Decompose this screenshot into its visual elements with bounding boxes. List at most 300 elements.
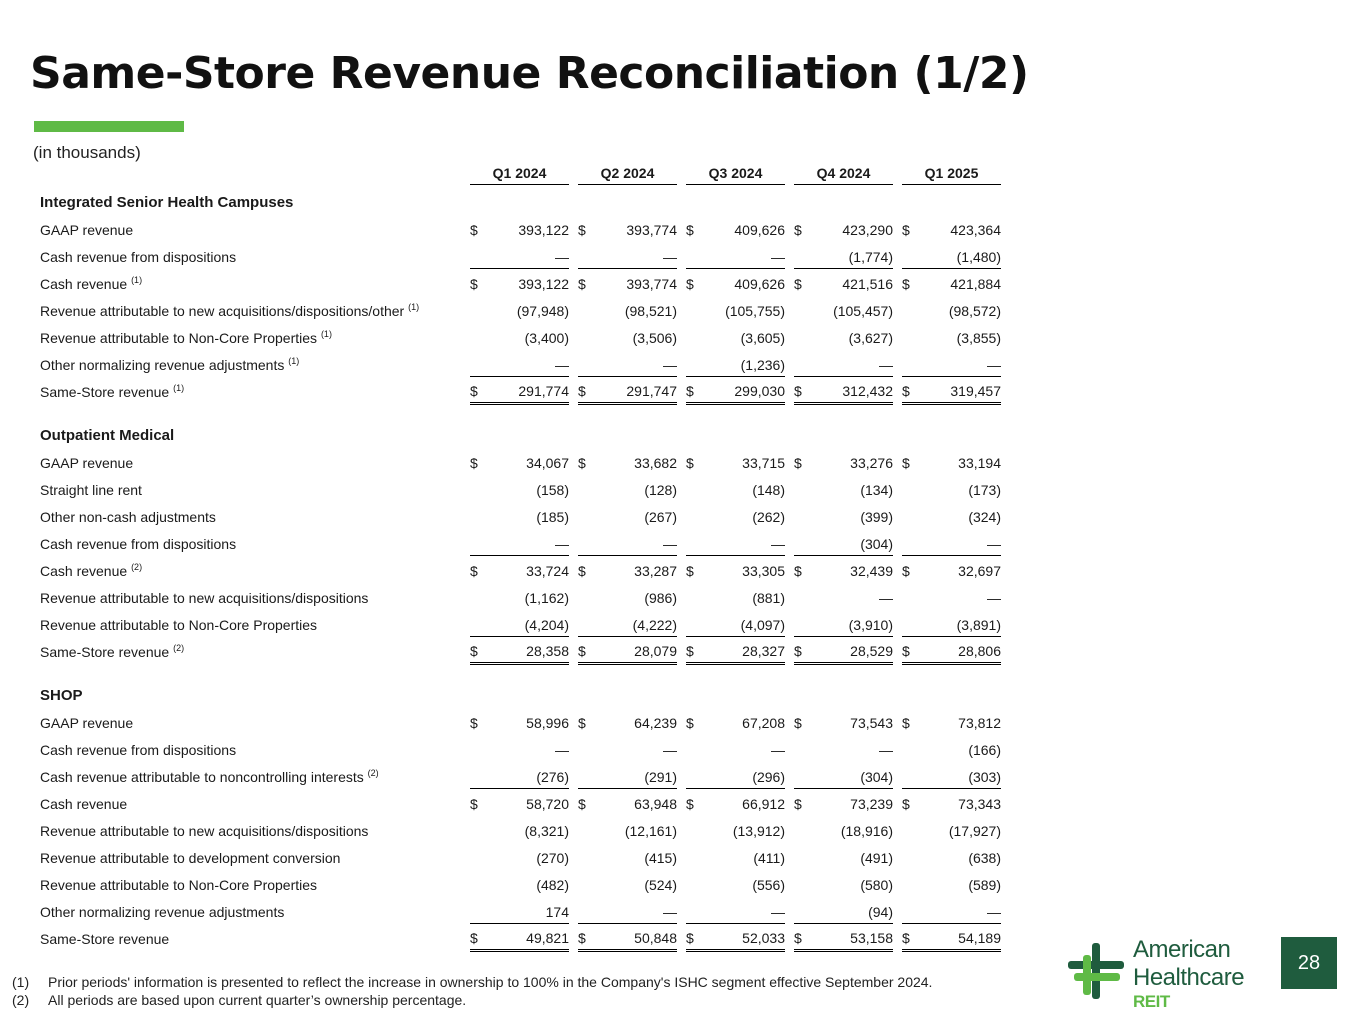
- table-row: [34, 474, 1001, 501]
- value-cell: (881): [752, 590, 785, 606]
- column-gap: [893, 501, 902, 528]
- dollar-sign: [470, 241, 485, 268]
- dollar-sign: [578, 582, 593, 609]
- dollar-sign: $: [578, 636, 593, 663]
- value-cell: —: [485, 528, 569, 555]
- value-cell: (304): [809, 761, 893, 788]
- brand-wordmark: [1133, 936, 1244, 1012]
- value-cell: 54,189: [917, 923, 1001, 950]
- units-note: (in thousands): [33, 143, 141, 162]
- dollar-sign: [686, 869, 701, 896]
- dollar-sign: $: [794, 636, 809, 663]
- row-label: [34, 869, 461, 896]
- value-cell: (580): [860, 877, 893, 893]
- header-row: [34, 158, 1001, 184]
- section-spacer: [34, 663, 1001, 677]
- value-cell: (128): [644, 482, 677, 498]
- row-label-text: Other normalizing revenue adjustments: [40, 904, 285, 920]
- row-label-text: Revenue attributable to Non-Core Properties: [40, 330, 318, 346]
- dollar-sign: $: [686, 222, 694, 238]
- dollar-sign: [470, 896, 485, 923]
- row-label: [34, 474, 461, 501]
- row-label-text: GAAP revenue: [40, 715, 134, 731]
- row-label-text: Revenue attributable to Non-Core Properties: [40, 617, 318, 633]
- dollar-sign: [686, 474, 701, 501]
- column-gap: [569, 815, 578, 842]
- value-cell: (3,605): [740, 330, 785, 346]
- dollar-sign: $: [902, 923, 917, 950]
- column-gap: [785, 609, 794, 636]
- value-cell: —: [593, 349, 677, 376]
- value-cell: 409,626: [734, 222, 785, 238]
- value-cell: (3,891): [917, 609, 1001, 636]
- value-cell: (491): [860, 850, 893, 866]
- section-spacer: [34, 403, 1001, 417]
- column-gap: [893, 707, 902, 734]
- value-cell: (3,910): [809, 609, 893, 636]
- value-cell: —: [485, 349, 569, 376]
- dollar-sign: $: [470, 923, 485, 950]
- column-gap: [677, 376, 686, 403]
- value-cell: 34,067: [526, 455, 569, 471]
- value-cell: —: [701, 896, 785, 923]
- value-cell: (276): [485, 761, 569, 788]
- column-gap: [785, 158, 794, 184]
- column-gap: [569, 322, 578, 349]
- column-gap: [785, 788, 794, 815]
- column-gap: [569, 609, 578, 636]
- dollar-sign: [578, 896, 593, 923]
- value-cell: (134): [860, 482, 893, 498]
- value-cell: (638): [968, 850, 1001, 866]
- dollar-sign: $: [686, 715, 694, 731]
- section-header-row: [34, 417, 1001, 447]
- column-gap: [677, 158, 686, 184]
- column-gap: [893, 528, 902, 555]
- row-label-text: Cash revenue from dispositions: [40, 536, 237, 552]
- value-cell: (1,774): [809, 241, 893, 268]
- value-cell: (589): [968, 877, 1001, 893]
- column-gap: [461, 322, 470, 349]
- value-cell: 28,529: [809, 636, 893, 663]
- value-cell: (303): [917, 761, 1001, 788]
- value-cell: 409,626: [734, 276, 785, 292]
- table-row: [34, 923, 1001, 950]
- table-row: [34, 788, 1001, 815]
- value-cell: 33,276: [850, 455, 893, 471]
- value-cell: (98,521): [624, 303, 677, 319]
- column-gap: [569, 376, 578, 403]
- column-gap: [677, 214, 686, 241]
- table-row: [34, 268, 1001, 295]
- value-cell: (270): [536, 850, 569, 866]
- dollar-sign: [902, 582, 917, 609]
- dollar-sign: $: [470, 222, 478, 238]
- column-gap: [569, 158, 578, 184]
- row-label-text: Same-Store revenue: [40, 931, 170, 947]
- column-header: Q3 2024: [686, 158, 785, 184]
- dollar-sign: [470, 528, 485, 555]
- dollar-sign: [470, 582, 485, 609]
- column-gap: [893, 214, 902, 241]
- dollar-sign: [470, 295, 485, 322]
- column-gap: [461, 923, 470, 950]
- dollar-sign: [578, 609, 593, 636]
- dollar-sign: [794, 842, 809, 869]
- value-cell: 33,715: [742, 455, 785, 471]
- value-cell: (324): [968, 509, 1001, 525]
- dollar-sign: [902, 322, 917, 349]
- header-spacer: [34, 158, 461, 184]
- column-gap: [461, 609, 470, 636]
- value-cell: 423,290: [842, 222, 893, 238]
- column-gap: [461, 241, 470, 268]
- row-label: [34, 214, 461, 241]
- dollar-sign: [470, 322, 485, 349]
- column-gap: [569, 896, 578, 923]
- column-gap: [461, 582, 470, 609]
- value-cell: —: [485, 241, 569, 268]
- column-gap: [461, 761, 470, 788]
- column-gap: [569, 447, 578, 474]
- value-cell: 28,806: [917, 636, 1001, 663]
- value-cell: (1,236): [701, 349, 785, 376]
- value-cell: (4,222): [593, 609, 677, 636]
- value-cell: 33,682: [634, 455, 677, 471]
- column-gap: [569, 582, 578, 609]
- dollar-sign: [686, 815, 701, 842]
- value-cell: —: [879, 742, 893, 758]
- section-title: Outpatient Medical: [40, 427, 175, 444]
- dollar-sign: $: [470, 455, 478, 471]
- column-gap: [893, 815, 902, 842]
- dollar-sign: $: [902, 276, 910, 292]
- column-gap: [677, 501, 686, 528]
- dollar-sign: $: [578, 563, 586, 579]
- column-gap: [677, 474, 686, 501]
- value-cell: (12,161): [624, 823, 677, 839]
- table-row: [34, 707, 1001, 734]
- value-cell: 28,327: [701, 636, 785, 663]
- value-cell: (13,912): [732, 823, 785, 839]
- dollar-sign: $: [686, 796, 694, 812]
- table-row: [34, 555, 1001, 582]
- dollar-sign: $: [578, 455, 586, 471]
- dollar-sign: $: [578, 715, 586, 731]
- row-label: [34, 268, 461, 295]
- dollar-sign: [470, 815, 485, 842]
- section-header-row: [34, 677, 1001, 707]
- dollar-sign: $: [794, 563, 802, 579]
- row-label: [34, 815, 461, 842]
- value-cell: (148): [752, 482, 785, 498]
- column-gap: [569, 842, 578, 869]
- value-cell: —: [917, 528, 1001, 555]
- row-label: [34, 609, 461, 636]
- column-gap: [461, 707, 470, 734]
- section-title: Integrated Senior Health Campuses: [40, 194, 294, 211]
- dollar-sign: [794, 869, 809, 896]
- dollar-sign: $: [578, 276, 586, 292]
- value-cell: —: [701, 528, 785, 555]
- column-gap: [785, 815, 794, 842]
- column-gap: [569, 474, 578, 501]
- column-gap: [893, 636, 902, 663]
- column-gap: [461, 295, 470, 322]
- value-cell: 291,774: [485, 376, 569, 403]
- column-gap: [677, 896, 686, 923]
- column-gap: [785, 349, 794, 376]
- dollar-sign: [902, 815, 917, 842]
- table-row: [34, 349, 1001, 376]
- value-cell: 63,948: [634, 796, 677, 812]
- value-cell: 66,912: [742, 796, 785, 812]
- column-gap: [893, 555, 902, 582]
- column-gap: [785, 214, 794, 241]
- dollar-sign: [902, 501, 917, 528]
- column-gap: [677, 528, 686, 555]
- dollar-sign: [686, 842, 701, 869]
- dollar-sign: [470, 501, 485, 528]
- value-cell: —: [593, 241, 677, 268]
- value-cell: (3,855): [956, 330, 1001, 346]
- dollar-sign: [578, 322, 593, 349]
- dollar-sign: [686, 501, 701, 528]
- dollar-sign: [470, 734, 485, 761]
- footnote-ref: (2): [131, 562, 143, 572]
- column-gap: [461, 555, 470, 582]
- column-gap: [461, 896, 470, 923]
- column-gap: [677, 322, 686, 349]
- value-cell: 32,439: [850, 563, 893, 579]
- dollar-sign: [902, 896, 917, 923]
- column-gap: [677, 295, 686, 322]
- dollar-sign: [470, 349, 485, 376]
- column-header: Q1 2024: [470, 158, 569, 184]
- column-gap: [785, 295, 794, 322]
- column-gap: [569, 788, 578, 815]
- value-cell: 291,747: [593, 376, 677, 403]
- column-gap: [677, 842, 686, 869]
- column-gap: [677, 788, 686, 815]
- value-cell: (524): [644, 877, 677, 893]
- value-cell: —: [593, 896, 677, 923]
- value-cell: (97,948): [516, 303, 569, 319]
- dollar-sign: [578, 501, 593, 528]
- dollar-sign: $: [686, 923, 701, 950]
- value-cell: (1,480): [917, 241, 1001, 268]
- column-gap: [785, 842, 794, 869]
- value-cell: 28,358: [485, 636, 569, 663]
- dollar-sign: [686, 609, 701, 636]
- column-gap: [569, 214, 578, 241]
- dollar-sign: [578, 528, 593, 555]
- dollar-sign: [470, 474, 485, 501]
- row-label-text: Other normalizing revenue adjustments: [40, 357, 285, 373]
- column-gap: [677, 636, 686, 663]
- row-label-text: Same-Store revenue: [40, 384, 170, 400]
- value-cell: (267): [644, 509, 677, 525]
- value-cell: 393,122: [518, 276, 569, 292]
- dollar-sign: $: [578, 923, 593, 950]
- value-cell: (304): [809, 528, 893, 555]
- footnote-text: Prior periods' information is presented to reflect the increase in ownership to 100% in the Company's ISHC segment effective September 2024.: [48, 974, 933, 990]
- value-cell: 393,774: [626, 222, 677, 238]
- column-gap: [461, 528, 470, 555]
- row-label: [34, 555, 461, 582]
- dollar-sign: [470, 869, 485, 896]
- row-label-text: Straight line rent: [40, 482, 142, 498]
- value-cell: —: [663, 742, 677, 758]
- value-cell: (18,916): [840, 823, 893, 839]
- row-label-text: Revenue attributable to new acquisitions/dispositions/other: [40, 303, 405, 319]
- table-row: [34, 869, 1001, 896]
- dollar-sign: [902, 241, 917, 268]
- column-gap: [569, 241, 578, 268]
- column-gap: [461, 447, 470, 474]
- row-label: [34, 761, 461, 788]
- dollar-sign: [794, 241, 809, 268]
- value-cell: —: [809, 349, 893, 376]
- dollar-sign: $: [686, 276, 694, 292]
- dollar-sign: [686, 241, 701, 268]
- table-row: [34, 896, 1001, 923]
- dollar-sign: [686, 295, 701, 322]
- column-gap: [893, 609, 902, 636]
- dollar-sign: $: [794, 222, 802, 238]
- reconciliation-table: [34, 158, 1001, 952]
- row-label-text: Cash revenue from dispositions: [40, 249, 237, 265]
- column-gap: [785, 734, 794, 761]
- dollar-sign: $: [902, 563, 910, 579]
- dollar-sign: $: [470, 636, 485, 663]
- value-cell: (556): [752, 877, 785, 893]
- column-gap: [569, 349, 578, 376]
- column-gap: [893, 241, 902, 268]
- value-cell: —: [987, 590, 1001, 606]
- value-cell: 73,543: [850, 715, 893, 731]
- row-label-text: Same-Store revenue: [40, 644, 170, 660]
- dollar-sign: [902, 761, 917, 788]
- column-gap: [677, 447, 686, 474]
- column-gap: [785, 761, 794, 788]
- column-gap: [461, 788, 470, 815]
- table-row: [34, 842, 1001, 869]
- dollar-sign: $: [470, 376, 485, 403]
- dollar-sign: $: [578, 222, 586, 238]
- row-label-text: GAAP revenue: [40, 455, 134, 471]
- footnote-1: [12, 973, 932, 991]
- column-gap: [569, 923, 578, 950]
- row-label: [34, 447, 461, 474]
- row-label: [34, 636, 461, 663]
- brand-line-1: American: [1133, 936, 1231, 963]
- footnote-ref: (1): [288, 356, 300, 366]
- column-header: Q1 2025: [902, 158, 1001, 184]
- dollar-sign: [686, 528, 701, 555]
- row-label-text: Cash revenue attributable to noncontrolling interests: [40, 769, 364, 785]
- value-cell: (262): [752, 509, 785, 525]
- dollar-sign: [794, 295, 809, 322]
- value-cell: 52,033: [701, 923, 785, 950]
- value-cell: 174: [485, 896, 569, 923]
- dollar-sign: $: [686, 563, 694, 579]
- column-gap: [893, 268, 902, 295]
- column-gap: [461, 815, 470, 842]
- value-cell: (185): [536, 509, 569, 525]
- column-gap: [461, 214, 470, 241]
- column-gap: [461, 376, 470, 403]
- dollar-sign: $: [902, 715, 910, 731]
- dollar-sign: [686, 322, 701, 349]
- dollar-sign: [686, 896, 701, 923]
- value-cell: (482): [536, 877, 569, 893]
- column-gap: [785, 376, 794, 403]
- dollar-sign: [794, 501, 809, 528]
- value-cell: —: [701, 241, 785, 268]
- value-cell: (173): [968, 482, 1001, 498]
- value-cell: (105,755): [725, 303, 785, 319]
- dollar-sign: [470, 761, 485, 788]
- column-gap: [677, 349, 686, 376]
- value-cell: 33,194: [958, 455, 1001, 471]
- column-gap: [785, 268, 794, 295]
- value-cell: —: [593, 528, 677, 555]
- value-cell: (1,162): [524, 590, 569, 606]
- row-label-text: Revenue attributable to new acquisitions/dispositions: [40, 823, 369, 839]
- dollar-sign: $: [578, 796, 586, 812]
- footnote-ref: (2): [367, 768, 379, 778]
- column-gap: [677, 555, 686, 582]
- brand-line-3: REIT: [1133, 992, 1170, 1011]
- dollar-sign: $: [794, 796, 802, 812]
- dollar-sign: [578, 815, 593, 842]
- row-label-text: Cash revenue: [40, 276, 128, 292]
- dollar-sign: $: [470, 715, 478, 731]
- column-header: Q2 2024: [578, 158, 677, 184]
- column-gap: [785, 241, 794, 268]
- dollar-sign: [794, 474, 809, 501]
- value-cell: (399): [860, 509, 893, 525]
- value-cell: 67,208: [742, 715, 785, 731]
- column-gap: [461, 158, 470, 184]
- dollar-sign: [794, 609, 809, 636]
- spacer-cell: [34, 663, 1001, 677]
- column-gap: [893, 869, 902, 896]
- dollar-sign: $: [686, 636, 701, 663]
- column-gap: [785, 923, 794, 950]
- table-row: [34, 528, 1001, 555]
- dollar-sign: $: [794, 276, 802, 292]
- row-label: [34, 528, 461, 555]
- dollar-sign: [794, 815, 809, 842]
- dollar-sign: [902, 609, 917, 636]
- row-label-text: GAAP revenue: [40, 222, 134, 238]
- footnote-ref: (1): [320, 329, 332, 339]
- value-cell: (94): [809, 896, 893, 923]
- dollar-sign: $: [794, 376, 809, 403]
- dollar-sign: [794, 349, 809, 376]
- column-gap: [785, 322, 794, 349]
- section-header-row: [34, 184, 1001, 214]
- value-cell: 32,697: [958, 563, 1001, 579]
- column-header: Q4 2024: [794, 158, 893, 184]
- column-gap: [893, 447, 902, 474]
- dollar-sign: $: [794, 455, 802, 471]
- dollar-sign: [686, 761, 701, 788]
- value-cell: 421,884: [950, 276, 1001, 292]
- table-row: [34, 501, 1001, 528]
